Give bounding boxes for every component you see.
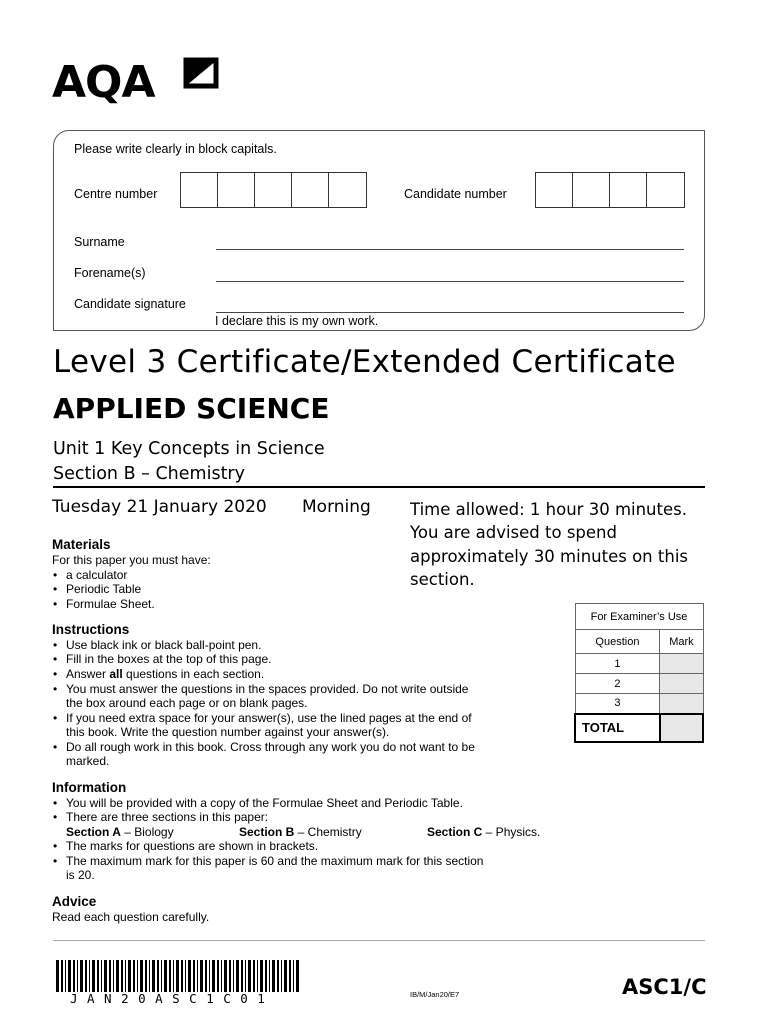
advice-line: You are advised to spend <box>410 523 617 543</box>
total-row <box>575 714 703 742</box>
information-heading: Information <box>52 780 127 795</box>
list-item: • Fill in the boxes at the top of this page. <box>53 652 272 666</box>
forenames-label: Forename(s) <box>74 266 146 280</box>
question-column-header: Question <box>575 630 660 654</box>
forenames-field[interactable] <box>216 281 684 282</box>
list-item: • Formulae Sheet. <box>53 597 155 611</box>
signature-label: Candidate signature <box>74 297 186 311</box>
instructions-heading: Instructions <box>52 622 130 637</box>
advice-line: section. <box>410 569 475 589</box>
aqa-logo <box>52 55 227 110</box>
block-capitals-instruction: Please write clearly in block capitals. <box>74 142 277 156</box>
list-item: • Answer all questions in each section. <box>53 667 265 681</box>
paper-code: ASC1/C <box>622 975 707 999</box>
barcode-icon <box>56 960 300 992</box>
section-list: Section C – Physics. <box>427 825 541 839</box>
mark-cell <box>660 674 703 694</box>
list-item: • Do all rough work in this book. Cross through any work you do not want to be <box>53 740 475 754</box>
section-title: Section B – Chemistry <box>53 464 245 484</box>
advice-heading: Advice <box>52 894 97 909</box>
list-item: • Periodic Table <box>53 582 142 596</box>
advice-text: Read each question carefully. <box>52 910 210 924</box>
candidate-number-boxes[interactable] <box>535 172 685 208</box>
table-row <box>575 654 703 674</box>
signature-field[interactable] <box>216 312 684 313</box>
mark-cell <box>660 694 703 714</box>
materials-heading: Materials <box>52 537 111 552</box>
total-mark-cell <box>660 714 703 742</box>
table-row <box>575 694 703 714</box>
mark-cell <box>660 654 703 674</box>
unit-title: Unit 1 Key Concepts in Science <box>53 439 325 459</box>
list-item: • You will be provided with a copy of the Formulae Sheet and Periodic Table. <box>53 796 463 810</box>
advice-line: approximately 30 minutes on this <box>410 546 688 566</box>
examiner-use-table <box>574 603 704 743</box>
list-item: marked. <box>66 754 110 768</box>
examiner-table-title: For Examiner’s Use <box>575 604 703 630</box>
list-item: • The marks for questions are shown in brackets. <box>53 839 319 853</box>
logo-mark-icon <box>177 57 227 89</box>
list-item: this book. Write the question number against your answer(s). <box>66 725 390 739</box>
list-item: • a calculator <box>53 568 128 582</box>
declaration-text: I declare this is my own work. <box>215 314 379 328</box>
time-allowed-block <box>410 498 710 591</box>
mark-column-header: Mark <box>660 630 703 654</box>
list-item: the box around each page or on blank pages. <box>66 696 308 710</box>
list-item: • If you need extra space for your answer(s), use the lined pages at the end of <box>53 711 472 725</box>
centre-number-label: Centre number <box>74 187 158 201</box>
question-number: 1 <box>575 654 660 674</box>
surname-label: Surname <box>74 235 125 249</box>
materials-intro: For this paper you must have: <box>52 553 211 567</box>
question-number: 2 <box>575 674 660 694</box>
list-item: • You must answer the questions in the spaces provided. Do not write outside <box>53 682 469 696</box>
reference-code: IB/M/Jan20/E7 <box>410 990 460 999</box>
candidate-number-label: Candidate number <box>404 187 507 201</box>
list-item: • The maximum mark for this paper is 60 and the maximum mark for this section <box>53 854 484 868</box>
section-list: Section B – Chemistry <box>239 825 362 839</box>
footer-divider <box>53 940 705 941</box>
list-item: • Use black ink or black ball-point pen. <box>53 638 262 652</box>
barcode-text: JAN20ASC1C01 <box>70 991 275 1006</box>
candidate-details-box <box>53 130 705 331</box>
exam-session: Morning <box>302 497 371 517</box>
time-allowed: Time allowed: 1 hour 30 minutes. <box>410 500 687 519</box>
centre-number-boxes[interactable] <box>180 172 367 208</box>
title-divider <box>53 486 705 488</box>
exam-date: Tuesday 21 January 2020 <box>52 497 267 517</box>
question-number: 3 <box>575 694 660 714</box>
qualification-title: Level 3 Certificate/Extended Certificate <box>53 344 676 380</box>
table-row <box>575 674 703 694</box>
list-item: is 20. <box>66 868 95 882</box>
list-item: • There are three sections in this paper: <box>53 810 269 824</box>
logo-text: AQA <box>52 57 155 108</box>
surname-field[interactable] <box>216 249 684 250</box>
total-label: TOTAL <box>575 714 660 742</box>
section-list: Section A – Biology <box>66 825 174 839</box>
subject-title: APPLIED SCIENCE <box>53 392 330 425</box>
